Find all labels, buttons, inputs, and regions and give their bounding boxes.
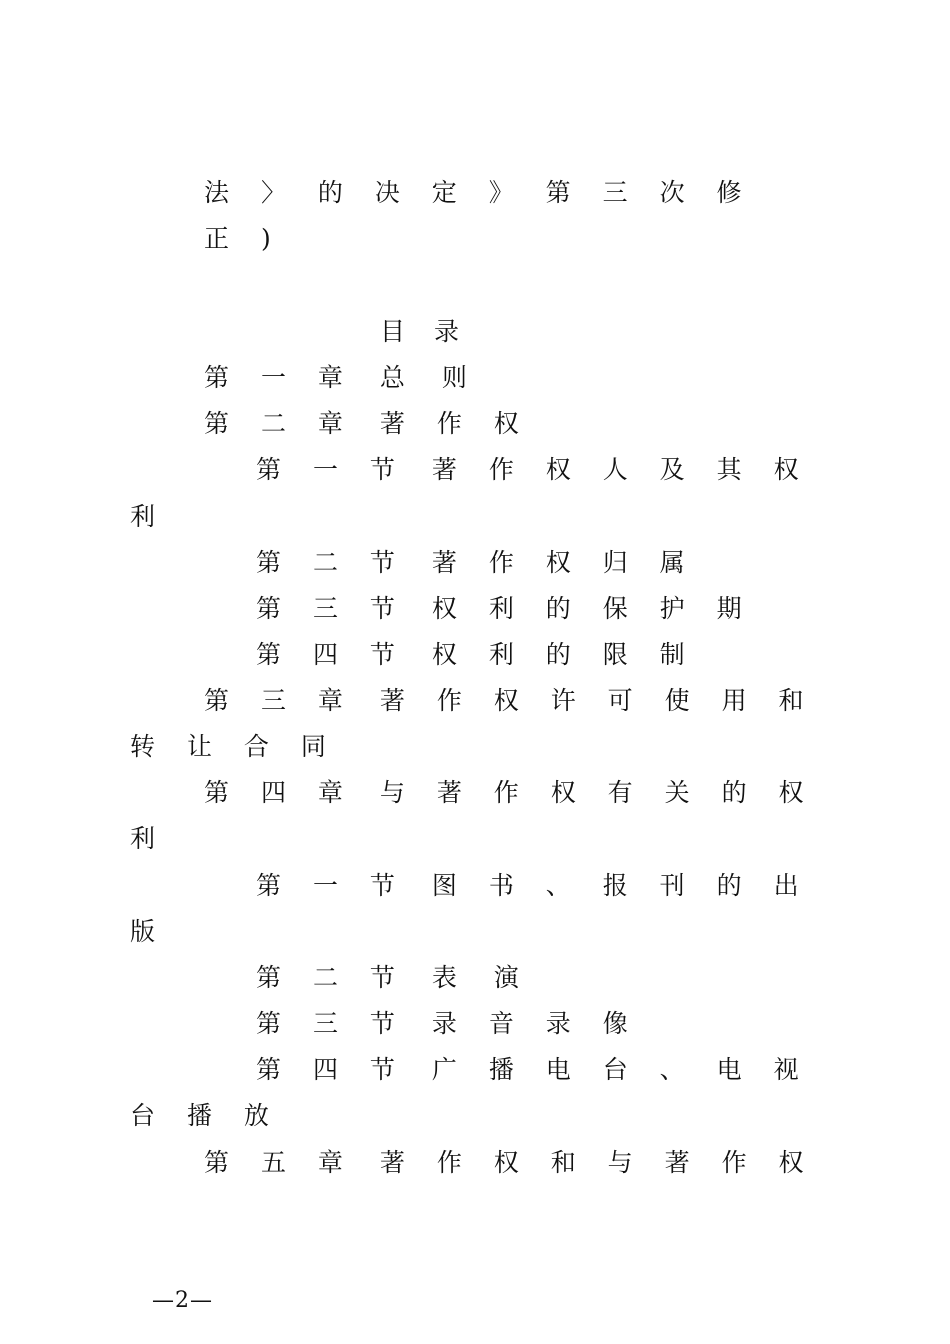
toc-section-2-1-wrap: 利 bbox=[130, 502, 162, 531]
toc-title: 目 录 bbox=[380, 317, 462, 346]
toc-section-4-1: 第 一 节 图 书 、 报 刊 的 出 bbox=[256, 871, 805, 900]
toc-section-4-2: 第 二 节 表 演 bbox=[256, 963, 525, 992]
toc-chapter-3-wrap: 转 让 合 同 bbox=[130, 732, 332, 761]
preamble-line-1 bbox=[204, 178, 764, 208]
toc-section-4-1-wrap: 版 bbox=[130, 917, 162, 946]
toc-section-4-4: 第 四 节 广 播 电 台 、 电 视 bbox=[256, 1055, 805, 1084]
preamble-line-2: 正 ) bbox=[204, 224, 277, 253]
preamble-text: 法 〉 的 决 定 》 第 三 次 修 bbox=[204, 178, 748, 207]
toc-chapter-5: 第 五 章 著 作 权 和 与 著 作 权 bbox=[204, 1148, 810, 1177]
toc-section-4-4-wrap: 台 播 放 bbox=[130, 1101, 275, 1130]
toc-chapter-2: 第 二 章 著 作 权 bbox=[204, 409, 525, 438]
toc-section-4-3: 第 三 节 录 音 录 像 bbox=[256, 1009, 634, 1038]
toc-chapter-4-wrap: 利 bbox=[130, 824, 162, 853]
toc-section-2-3: 第 三 节 权 利 的 保 护 期 bbox=[256, 594, 748, 623]
toc-section-2-1: 第 一 节 著 作 权 人 及 其 权 bbox=[256, 455, 805, 484]
toc-section-2-4: 第 四 节 权 利 的 限 制 bbox=[256, 640, 691, 669]
toc-chapter-3: 第 三 章 著 作 权 许 可 使 用 和 bbox=[204, 686, 810, 715]
toc-chapter-4: 第 四 章 与 著 作 权 有 关 的 权 bbox=[204, 778, 810, 807]
page-number: —2— bbox=[152, 1288, 213, 1313]
toc-chapter-1: 第 一 章 总 则 bbox=[204, 363, 473, 392]
toc-section-2-2: 第 二 节 著 作 权 归 属 bbox=[256, 548, 691, 577]
